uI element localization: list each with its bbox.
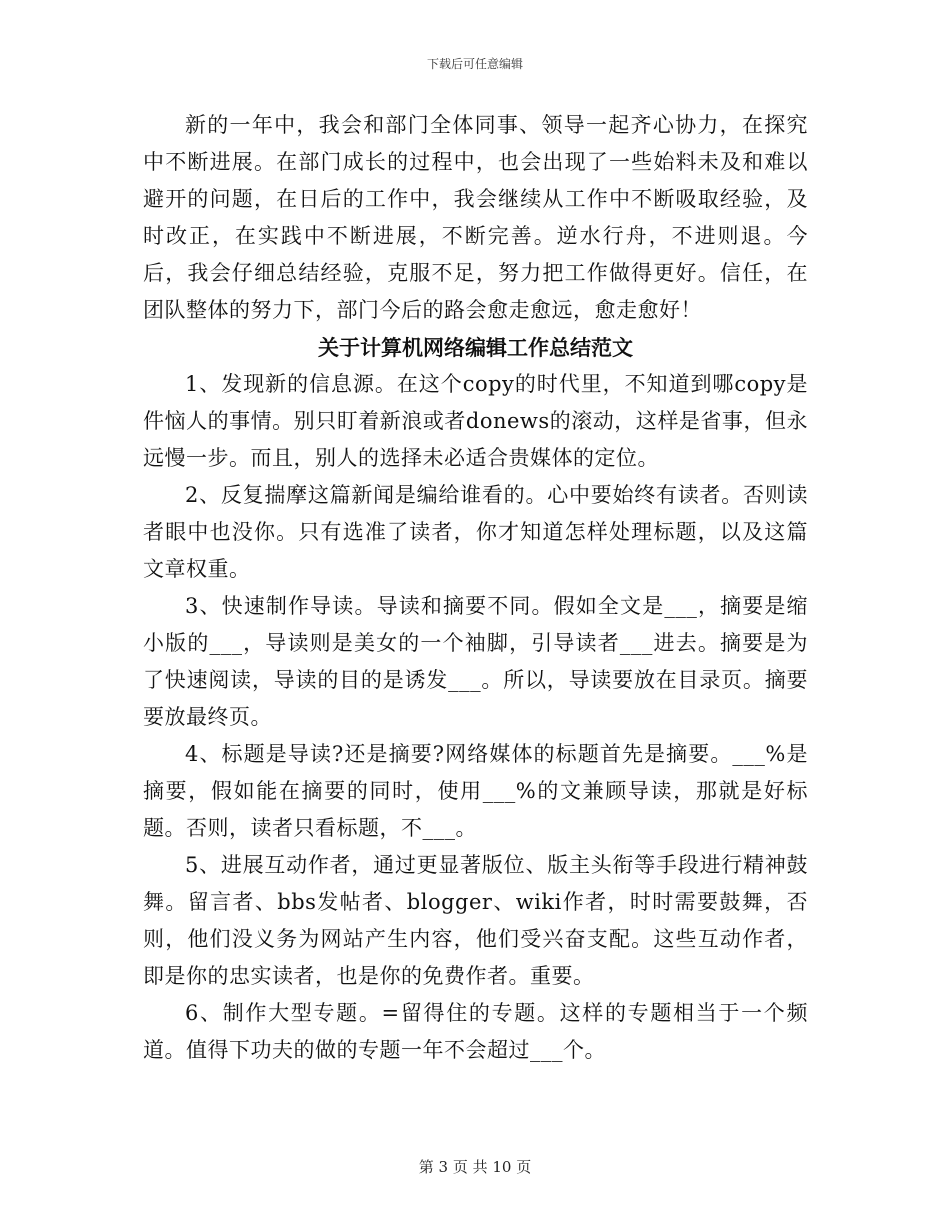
list-item: 5、进展互动作者，通过更显著版位、版主头衔等手段进行精神鼓舞。留言者、bbs发帖者、blogger、wiki作者，时时需要鼓舞，否则，他们没义务为网站产生内容，他们受兴奋支配。这些互动作者，即是你的忠实读者，也是你的免费作者。重要。 xyxy=(143,853,808,988)
document-body xyxy=(143,107,808,1069)
list-item: 3、快速制作导读。导读和摘要不同。假如全文是___，摘要是缩小版的___，导读则是美女的一个袖脚，引导读者___进去。摘要是为了快速阅读，导读的目的是诱发___。所以，导读要放在目录页。摘要要放最终页。 xyxy=(143,594,808,729)
list-item: 1、发现新的信息源。在这个copy的时代里，不知道到哪copy是件恼人的事情。别只盯着新浪或者donews的滚动，这样是省事，但永远慢一步。而且，别人的选择未必适合贵媒体的定位。 xyxy=(143,372,808,470)
page-number: 第 3 页 共 10 页 xyxy=(418,1158,532,1176)
list-item: 6、制作大型专题。=留得住的专题。这样的专题相当于一个频道。值得下功夫的做的专题一年不会超过___个。 xyxy=(143,1001,808,1062)
section-title: 关于计算机网络编辑工作总结范文 xyxy=(318,335,633,360)
list-item: 4、标题是导读?还是摘要?网络媒体的标题首先是摘要。___%是摘要，假如能在摘要的同时，使用___%的文兼顾导读，那就是好标题。否则，读者只看标题，不___。 xyxy=(143,742,808,840)
intro-paragraph: 新的一年中，我会和部门全体同事、领导一起齐心协力，在探究中不断进展。在部门成长的过程中，也会出现了一些始料未及和难以避开的问题，在日后的工作中，我会继续从工作中不断吸取经验，及时改正，在实践中不断进展，不断完善。逆水行舟，不进则退。今后，我会仔细总结经验，克服不足，努力把工作做得更好。信任，在团队整体的努力下，部门今后的路会愈走愈远，愈走愈好！ xyxy=(143,113,808,322)
list-item: 2、反复揣摩这篇新闻是编给谁看的。心中要始终有读者。否则读者眼中也没你。只有选准了读者，你才知道怎样处理标题，以及这篇文章权重。 xyxy=(143,483,808,581)
page-header: 下载后可任意编辑 xyxy=(426,57,523,71)
